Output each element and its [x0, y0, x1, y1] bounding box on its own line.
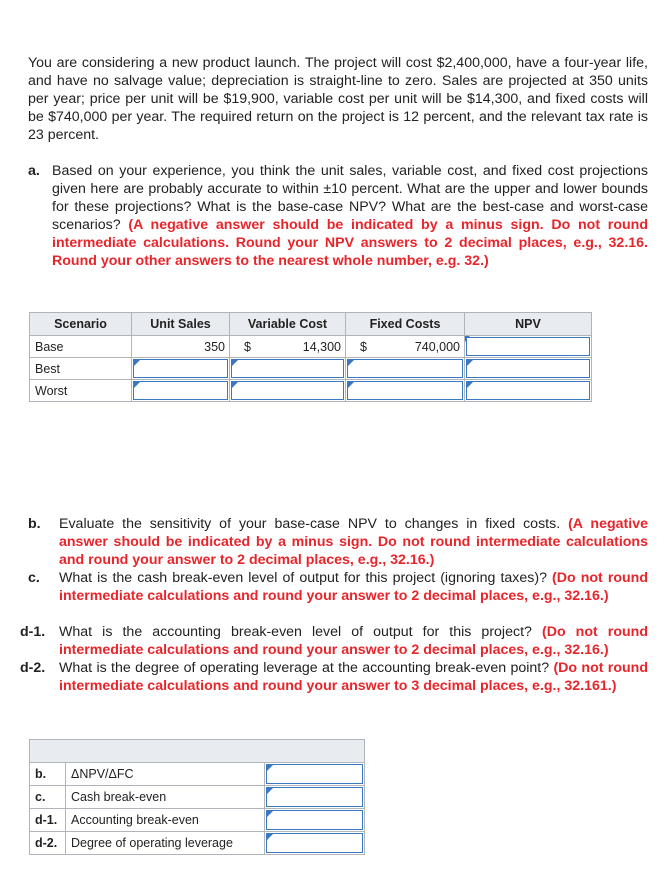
- input-flag-icon: [267, 788, 273, 794]
- scenario-label-best: Best: [30, 358, 132, 380]
- scenario-table-header: [30, 313, 592, 336]
- question-b: [28, 515, 648, 569]
- question-d2-text: What is the degree of operating leverage at the accounting break-even point?: [59, 660, 550, 676]
- input-flag-icon: [467, 360, 473, 366]
- part-a-label: a.: [28, 163, 40, 179]
- answer-label-d1: d-1.: [30, 809, 66, 832]
- input-flag-icon: [348, 382, 354, 388]
- base-unit-sales-value: 350: [204, 340, 225, 354]
- question-d1: [20, 623, 648, 659]
- answer-item-d2: Degree of operating leverage: [66, 832, 265, 855]
- input-flag-icon: [467, 382, 473, 388]
- input-flag-icon: [267, 811, 273, 817]
- question-c-text: What is the cash break-even level of output for this project (ignoring taxes)?: [59, 570, 547, 586]
- question-b-text: Evaluate the sensitivity of your base-case NPV to changes in fixed costs.: [59, 516, 561, 532]
- answer-label-d2: d-2.: [30, 832, 66, 855]
- header-unit-sales: Unit Sales: [132, 313, 230, 336]
- base-npv-input[interactable]: [466, 337, 590, 356]
- part-a-text: Based on your experience, you think the unit sales, variable cost, and fixed cost projections given here are probably accurate to within ±10 percent. What are the upper and lower bounds for these projections? What is the base-case NPV? What are the best-case and worst-case scenarios?: [52, 163, 648, 233]
- intro-paragraph: You are considering a new product launch. The project will cost $2,400,000, have a four-year life, and have no salvage value; depreciation is straight-line to zero. Sales are projected at 350 units per year; price per unit will be $19,900, variable cost per unit will be $14,300, and fixed costs will be $740,000 per year. The required return on the project is 12 percent, and the relevant tax rate is 23 percent.: [28, 55, 648, 143]
- answer-row-d1: [30, 809, 365, 832]
- input-flag-icon: [267, 765, 273, 771]
- scenario-table: [29, 312, 592, 402]
- best-unit-sales-cell: [132, 358, 230, 380]
- header-fixed-costs: Fixed Costs: [346, 313, 465, 336]
- worst-npv-input[interactable]: [466, 381, 590, 400]
- header-variable-cost: Variable Cost: [230, 313, 346, 336]
- worst-npv-cell: [465, 380, 592, 402]
- worst-variable-cost-input[interactable]: [231, 381, 344, 400]
- question-d1-label: d-1.: [20, 624, 46, 640]
- answer-row-d2: [30, 832, 365, 855]
- question-d1-instruction: (Do not round intermediate calculations and round your answer to 2 decimal places, e.g., 32.16.): [59, 624, 648, 658]
- part-a-instruction: (A negative answer should be indicated by a minus sign. Do not round intermediate calculations. Round your NPV answers to 2 decimal places, e.g., 32.16. Round your other answers to the nearest whole number, e.g. 32.): [52, 217, 648, 269]
- question-d2-label: d-2.: [20, 660, 46, 676]
- best-fixed-costs-input[interactable]: [347, 359, 463, 378]
- question-c-instruction: (Do not round intermediate calculations and round your answer to 2 decimal places, e.g., 32.16.): [59, 570, 649, 604]
- base-variable-cost: [230, 336, 346, 358]
- header-scenario: Scenario: [30, 313, 132, 336]
- answer-input-d1[interactable]: [266, 810, 363, 830]
- table-row-base: [30, 336, 592, 358]
- scenario-label-base: Base: [30, 336, 132, 358]
- answer-header-cell: [30, 740, 365, 763]
- answer-cell-d2: [265, 832, 365, 855]
- answer-label-c: c.: [30, 786, 66, 809]
- worst-fixed-costs-cell: [346, 380, 465, 402]
- scenario-label-worst: Worst: [30, 380, 132, 402]
- worst-variable-cost-cell: [230, 380, 346, 402]
- question-d2: [20, 659, 648, 695]
- question-d2-instruction: (Do not round intermediate calculations and round your answer to 3 decimal places, e.g., 32.161.): [59, 660, 648, 694]
- base-fixed-costs: [346, 336, 465, 358]
- base-npv-cell: [465, 336, 592, 358]
- currency-symbol: $: [244, 340, 251, 354]
- input-flag-icon: [134, 382, 140, 388]
- answer-row-c: [30, 786, 365, 809]
- answer-item-b: ΔNPV/ΔFC: [66, 763, 265, 786]
- table-row-worst: [30, 380, 592, 402]
- answer-label-b: b.: [30, 763, 66, 786]
- answer-row-b: [30, 763, 365, 786]
- question-c-label: c.: [28, 570, 40, 586]
- input-flag-icon: [134, 360, 140, 366]
- header-npv: NPV: [465, 313, 592, 336]
- base-unit-sales: [132, 336, 230, 358]
- question-c: [28, 569, 648, 605]
- answer-cell-d1: [265, 809, 365, 832]
- input-flag-icon: [232, 382, 238, 388]
- input-flag-icon: [348, 360, 354, 366]
- answer-item-c: Cash break-even: [66, 786, 265, 809]
- input-flag-icon: [267, 834, 273, 840]
- answer-table: [29, 739, 365, 855]
- base-fixed-costs-value: 740,000: [414, 340, 460, 354]
- worst-unit-sales-input[interactable]: [133, 381, 228, 400]
- answer-table-header: [30, 740, 365, 763]
- question-b-label: b.: [28, 516, 41, 532]
- answer-cell-b: [265, 763, 365, 786]
- part-a-question: [28, 162, 648, 270]
- question-d1-text: What is the accounting break-even level of output for this project?: [59, 624, 532, 640]
- input-flag-icon: [232, 360, 238, 366]
- answer-input-c[interactable]: [266, 787, 363, 807]
- worst-unit-sales-cell: [132, 380, 230, 402]
- answer-item-d1: Accounting break-even: [66, 809, 265, 832]
- base-variable-cost-value: 14,300: [302, 340, 341, 354]
- answer-input-b[interactable]: [266, 764, 363, 784]
- best-fixed-costs-cell: [346, 358, 465, 380]
- best-variable-cost-input[interactable]: [231, 359, 344, 378]
- answer-input-d2[interactable]: [266, 833, 363, 853]
- best-variable-cost-cell: [230, 358, 346, 380]
- question-b-instruction: (A negative answer should be indicated by a minus sign. Do not round intermediate calculations and round your answer to 2 decimal places, e.g., 32.16.): [59, 516, 648, 568]
- worst-fixed-costs-input[interactable]: [347, 381, 463, 400]
- best-npv-input[interactable]: [466, 359, 590, 378]
- best-npv-cell: [465, 358, 592, 380]
- currency-symbol: $: [360, 340, 367, 354]
- best-unit-sales-input[interactable]: [133, 359, 228, 378]
- answer-cell-c: [265, 786, 365, 809]
- table-row-best: [30, 358, 592, 380]
